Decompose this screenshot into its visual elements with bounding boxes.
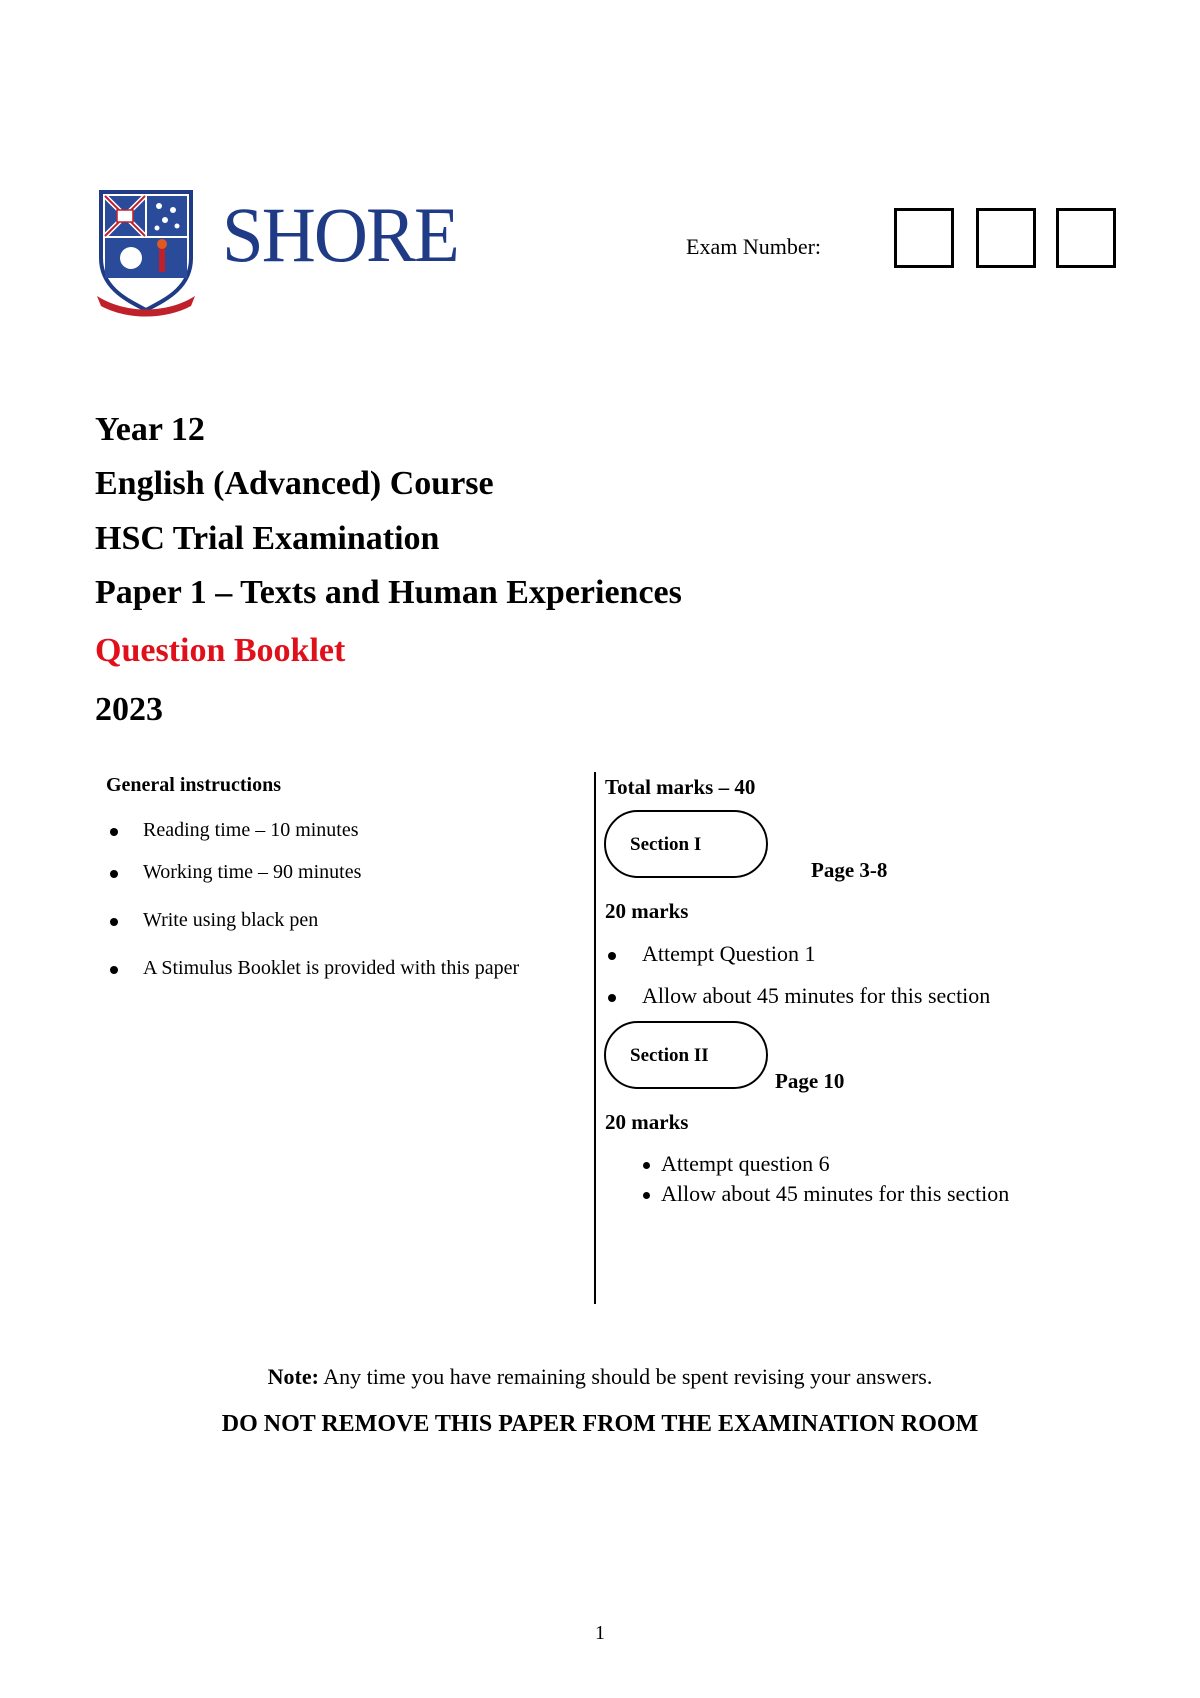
list-item-text: Allow about 45 minutes for this section	[661, 1181, 1010, 1206]
list-item-text: Working time – 90 minutes	[143, 861, 362, 883]
list-item	[643, 1180, 1009, 1208]
bullet-icon	[110, 966, 118, 974]
list-item	[606, 982, 990, 1010]
section-2-page: Page 10	[775, 1069, 845, 1093]
list-item	[643, 1150, 830, 1178]
exam-room-warning: DO NOT REMOVE THIS PAPER FROM THE EXAMINATION ROOM	[221, 1411, 979, 1437]
list-item-text: Allow about 45 minutes for this section	[642, 983, 991, 1008]
school-wordmark: SHORE	[222, 191, 458, 278]
bullet-icon	[110, 918, 118, 926]
note-line	[0, 1364, 1200, 1390]
page-number: 1	[595, 1622, 605, 1644]
section-2-badge	[604, 1021, 768, 1089]
exam-number-box-1[interactable]	[894, 208, 954, 268]
bullet-icon	[608, 952, 616, 960]
bullet-icon	[608, 994, 616, 1002]
general-instructions-heading: General instructions	[106, 774, 281, 796]
exam-number-box-2[interactable]	[976, 208, 1036, 268]
section-1-label: Section I	[630, 834, 702, 855]
list-item	[106, 906, 546, 934]
total-marks: Total marks – 40	[605, 775, 756, 799]
list-item-text: Write using black pen	[143, 909, 319, 931]
section-1-page: Page 3-8	[811, 858, 888, 882]
title-year: Year 12	[95, 411, 205, 448]
section-2-label: Section II	[630, 1045, 709, 1066]
section-1-marks: 20 marks	[605, 899, 689, 923]
exam-number-label: Exam Number:	[686, 234, 822, 259]
list-item	[106, 858, 546, 886]
column-divider	[594, 772, 596, 1304]
list-item-text: Attempt question 6	[661, 1151, 830, 1176]
list-item	[106, 816, 546, 844]
title-exam: HSC Trial Examination	[95, 520, 440, 557]
bullet-icon	[110, 870, 118, 878]
title-course: English (Advanced) Course	[95, 465, 494, 502]
bullet-icon	[643, 1162, 650, 1169]
title-booklet: Question Booklet	[95, 632, 346, 669]
title-year-date: 2023	[95, 691, 163, 728]
bullet-icon	[643, 1192, 650, 1199]
note-label: Note:	[267, 1364, 319, 1389]
bullet-icon	[110, 828, 118, 836]
list-item-text: Reading time – 10 minutes	[143, 819, 359, 841]
title-paper: Paper 1 – Texts and Human Experiences	[95, 574, 682, 611]
note-text: Any time you have remaining should be spent revising your answers.	[318, 1364, 933, 1389]
list-item-text: Attempt Question 1	[642, 941, 816, 966]
exam-number-box-3[interactable]	[1056, 208, 1116, 268]
list-item	[106, 954, 546, 982]
school-crest-logo	[95, 188, 197, 320]
section-1-badge	[604, 810, 768, 878]
section-2-marks: 20 marks	[605, 1110, 689, 1134]
list-item	[606, 940, 816, 968]
list-item-text: A Stimulus Booklet is provided with this paper	[143, 957, 520, 979]
